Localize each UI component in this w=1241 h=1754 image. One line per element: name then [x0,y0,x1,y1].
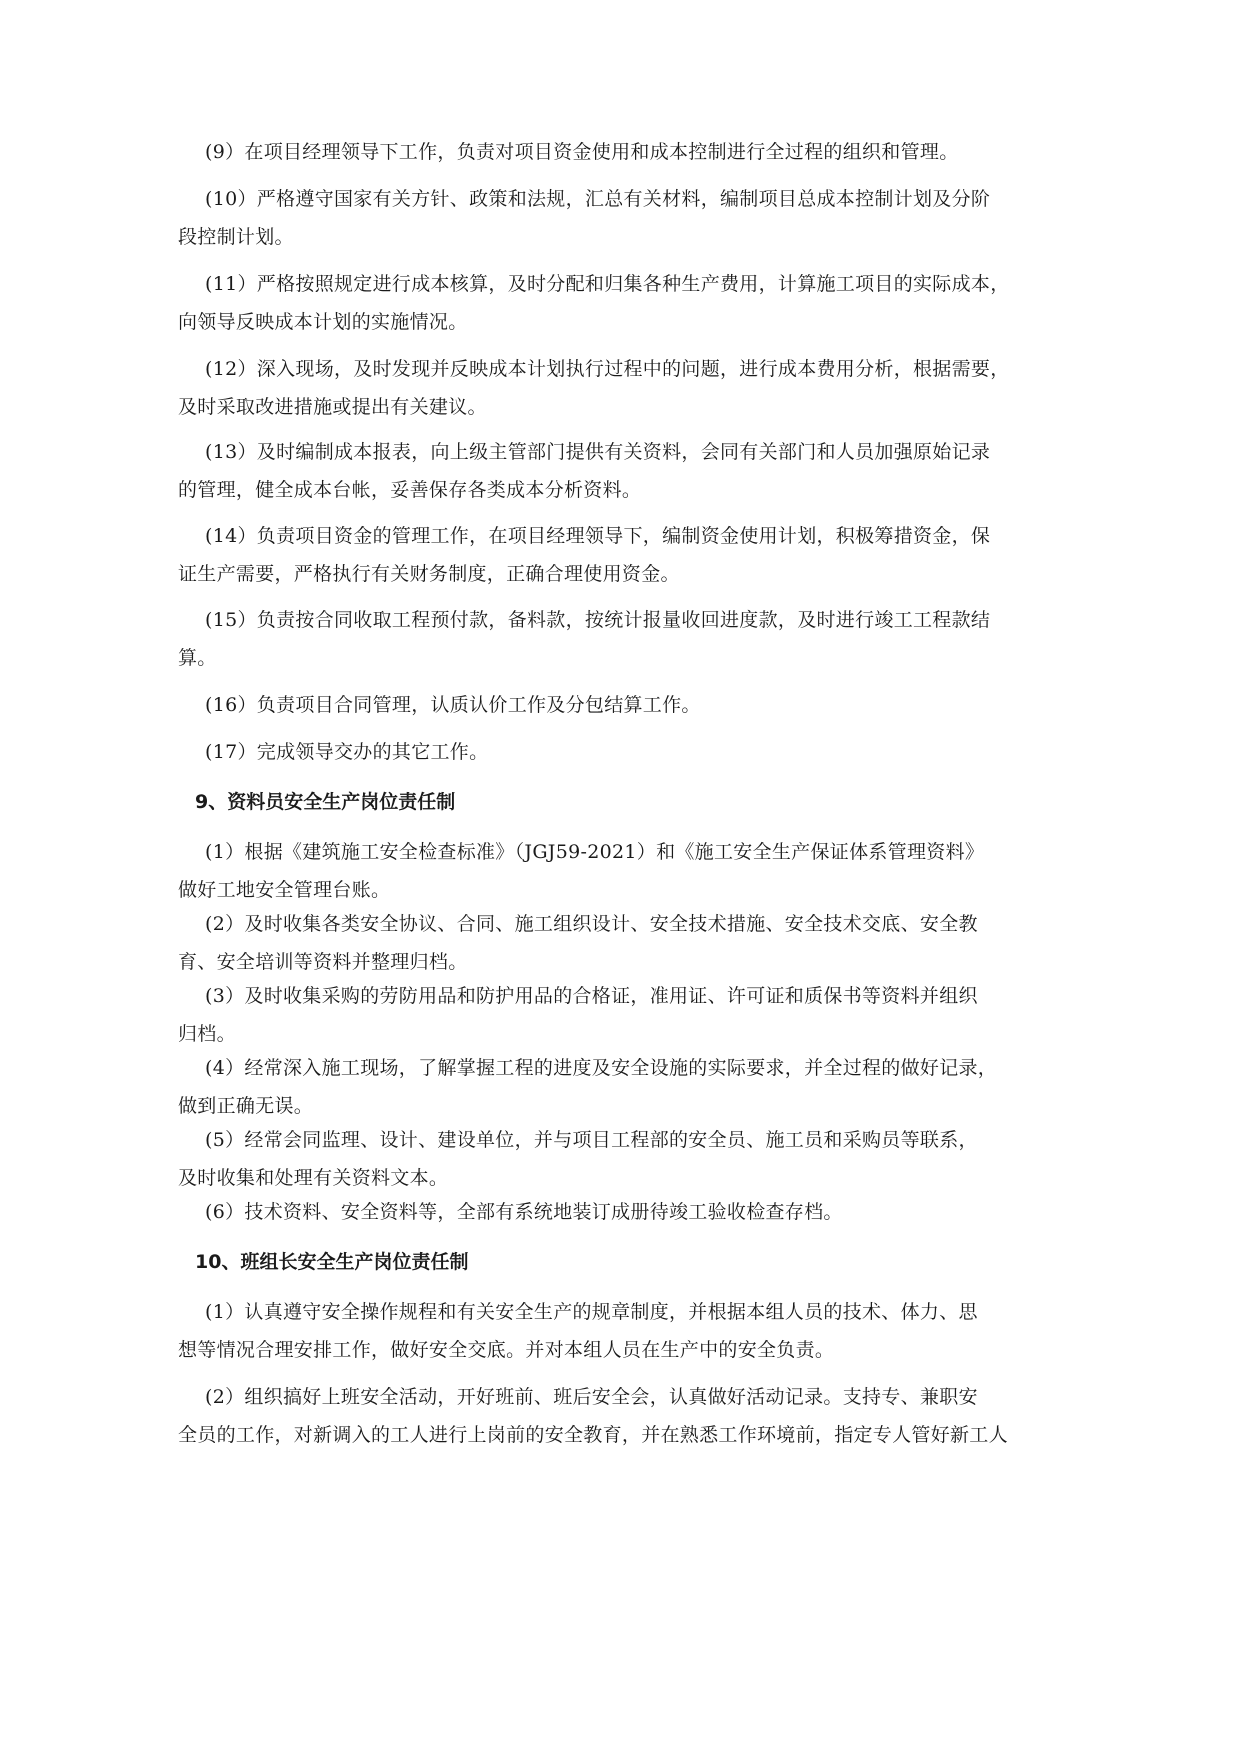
text-line: (1）根据《建筑施工安全检查标准》（JGJ59-2021）和《施工安全生产保证体系管理资料》 [205,841,985,863]
text-line: (3）及时收集采购的劳防用品和防护用品的合格证，准用证、许可证和质保书等资料并组织 [205,985,978,1007]
text-line: (12）深入现场，及时发现并反映成本计划执行过程中的问题，进行成本费用分析，根据需要， [205,358,1010,380]
paragraph-s9-item-6 [178,1193,1083,1231]
text-line: 想等情况合理安排工作，做好安全交底。并对本组人员在生产中的安全负责。 [178,1339,835,1361]
text-line: (16）负责项目合同管理，认质认价工作及分包结算工作。 [205,694,701,716]
text-line: (6）技术资料、安全资料等，全部有系统地装订成册待竣工验收检查存档。 [205,1201,843,1223]
text-line: (15）负责按合同收取工程预付款，备料款，按统计报量收回进度款，及时进行竣工工程款结 [205,609,991,631]
text-line: 算。 [178,647,217,669]
text-line: 段控制计划。 [178,226,294,248]
paragraph-item-15 [178,601,1083,677]
text-line: (13）及时编制成本报表，向上级主管部门提供有关资料，会同有关部门和人员加强原始记录 [205,441,991,463]
text-line: 做好工地安全管理台账。 [178,879,391,901]
section-heading-10: 10、班组长安全生产岗位责任制 [195,1251,469,1273]
paragraph-s9-item-5 [178,1121,1083,1197]
paragraph-item-10 [178,180,1083,256]
text-line: (2）及时收集各类安全协议、合同、施工组织设计、安全技术措施、安全技术交底、安全教 [205,913,978,935]
section-heading-9: 9、资料员安全生产岗位责任制 [195,791,456,813]
paragraph-s9-item-3 [178,977,1083,1053]
text-line: (14）负责项目资金的管理工作，在项目经理领导下，编制资金使用计划，积极筹措资金，保 [205,525,991,547]
paragraph-s9-item-4 [178,1049,1083,1125]
text-line: (1）认真遵守安全操作规程和有关安全生产的规章制度，并根据本组人员的技术、体力、思 [205,1301,978,1323]
text-line: 归档。 [178,1023,236,1045]
paragraph-item-13 [178,433,1083,509]
paragraph-s9-item-1 [178,833,1083,909]
text-line: 全员的工作，对新调入的工人进行上岗前的安全教育，并在熟悉工作环境前，指定专人管好新工人 [178,1424,1008,1446]
paragraph-s10-item-1 [178,1293,1083,1369]
paragraph-s9-item-2 [178,905,1083,981]
text-line: 证生产需要，严格执行有关财务制度，正确合理使用资金。 [178,563,680,585]
text-line: (4）经常深入施工现场，了解掌握工程的进度及安全设施的实际要求，并全过程的做好记录， [205,1057,998,1079]
text-line: (9）在项目经理领导下工作，负责对项目资金使用和成本控制进行全过程的组织和管理。 [205,141,959,163]
text-line: (10）严格遵守国家有关方针、政策和法规，汇总有关材料，编制项目总成本控制计划及分阶 [205,188,991,210]
paragraph-s10-item-2 [178,1378,1083,1454]
text-line: 育、安全培训等资料并整理归档。 [178,951,468,973]
text-line: 向领导反映成本计划的实施情况。 [178,311,468,333]
text-line: 做到正确无误。 [178,1095,314,1117]
paragraph-item-14 [178,517,1083,593]
text-line: 的管理，健全成本台帐，妥善保存各类成本分析资料。 [178,479,642,501]
text-line: (11）严格按照规定进行成本核算，及时分配和归集各种生产费用，计算施工项目的实际成本， [205,273,1010,295]
text-line: (2）组织搞好上班安全活动，开好班前、班后安全会，认真做好活动记录。支持专、兼职安 [205,1386,978,1408]
paragraph-item-16 [178,686,1083,724]
text-line: 及时收集和处理有关资料文本。 [178,1167,449,1189]
text-line: 及时采取改进措施或提出有关建议。 [178,396,487,418]
paragraph-item-11 [178,265,1083,341]
paragraph-item-17 [178,733,1083,771]
paragraph-item-12 [178,350,1083,426]
paragraph-item-9 [178,133,1083,171]
text-line: (17）完成领导交办的其它工作。 [205,741,489,763]
text-line: (5）经常会同监理、设计、建设单位，并与项目工程部的安全员、施工员和采购员等联系， [205,1129,978,1151]
